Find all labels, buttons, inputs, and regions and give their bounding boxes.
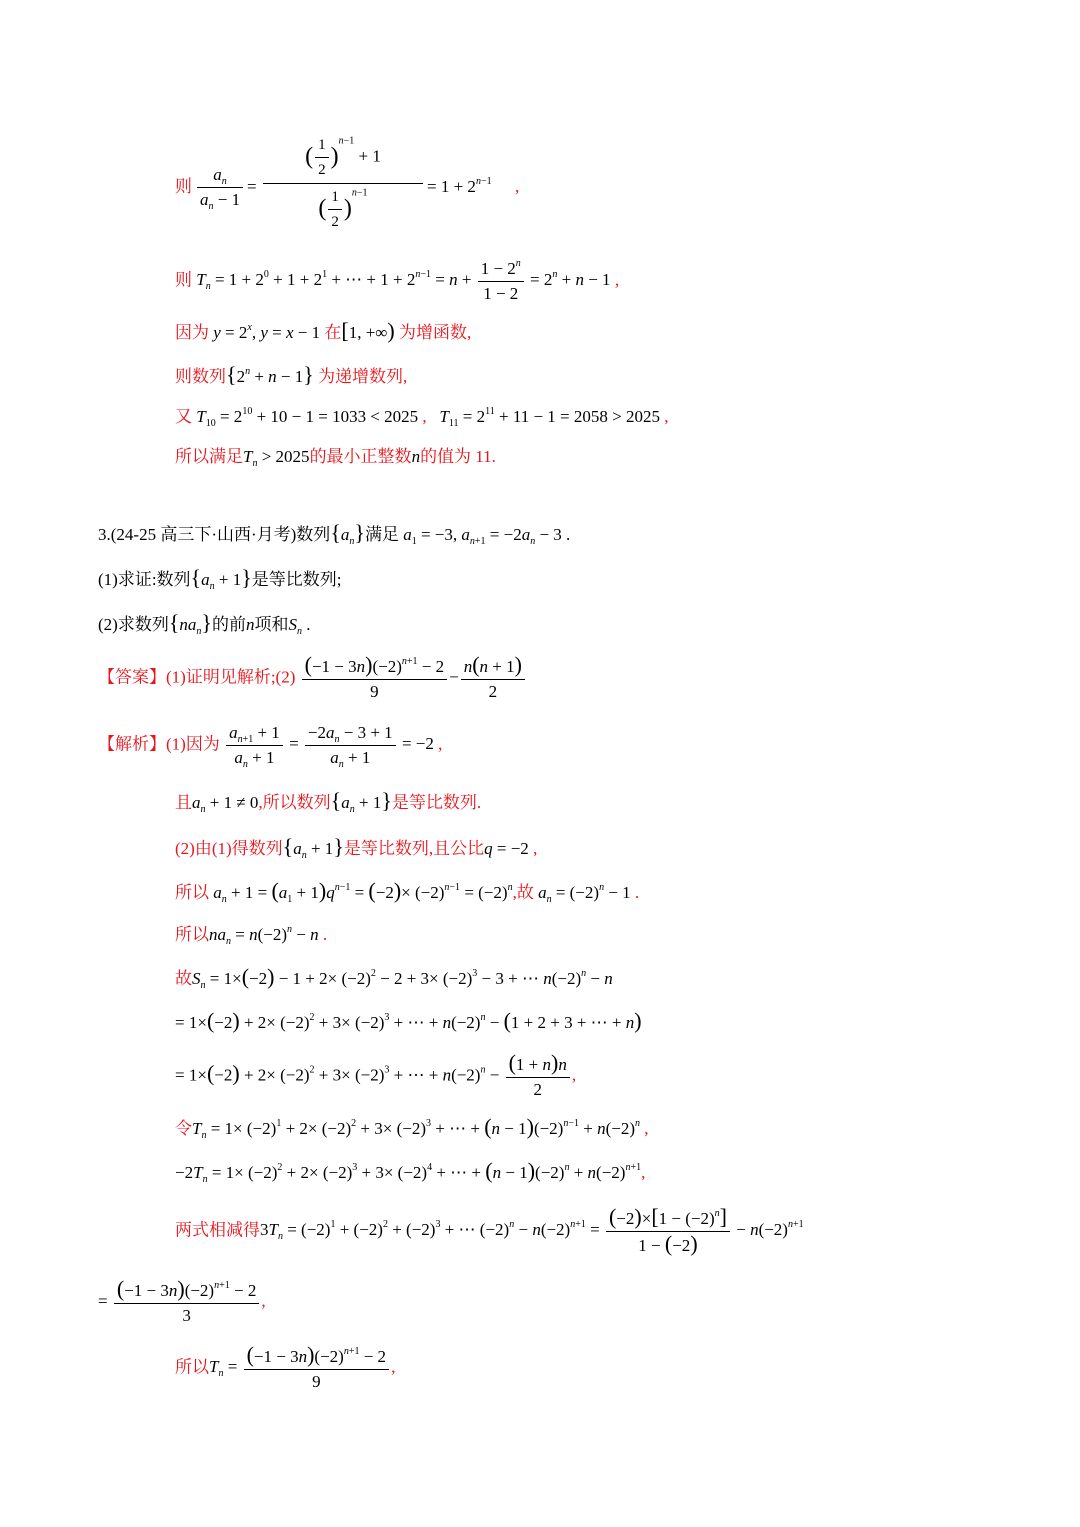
solution-line-9: 令$T_n = 1\times (-2)^1 + 2\times (-2)^2 + 3\times (-2)^3$ + ⋯ + $(n - 1)(-2)^{n-1} + n(-2)^n$ ,	[175, 1114, 649, 1141]
solution-line-3: (2)由(1)得数列$\{a_n + 1\}$是等比数列,且公比q = −2 ,	[175, 834, 538, 861]
solution-line-5: 所以$na_n = n(-2)^n - n$ .	[175, 924, 328, 947]
conclusion-line: 所以满足$T_n > 2025$的最小正整数n的值为 11.	[175, 447, 496, 469]
document-page: 则 $\frac{a_n}{a_n - 1}$ = ( $\frac{1}{2}$ )$^{n-1}$ + 1 ( $\frac{1}{2}$ )$^{n-1}$ = $1 + 2^{n-1}$ , 则 $T_n = 1 + 2^0 + 1 + 2^1$ + ⋯ + $1 + 2^{n-1} = n$ + $\frac{1 - 2^n}{1 - 2}$ = $2^n + n - 1$ , 因为 $y = 2^x$, y = x − 1 在[1, +∞) 为增函数, 则数列$\{2^n + n - 1\}$ 为递增数列, 又 $T_{10} = 2^{10} + 10 - 1 = 1033 < 2025$ , $T_{11} = 2^{11} + 11 - 1 = 2058 > 2025$ , 所以满足$T_n > 2025$的最小正整数n的值为 11. 3.(24-25 高三下·山西·月考)数列$\{a_n\}$满足 $a_1 = -3$, $a_{n+1} = -2a_n - 3$ . (1)求证:数列$\{a_n + 1\}$是等比数列; (2)求数列$\{na_n\}$的前n项和$S_n$ . 【答案】(1)证明见解析;(2) $\frac{(-1 - 3n)(-2)^{n+1} - 2}{9}$ − $\frac{n(n + 1)}{2}$ 【解析】(1)因为 $\frac{a_{n+1} + 1}{a_n + 1}$ = $\frac{-2a_n - 3 + 1}{a_n + 1}$ = −2 , 且$a_n + 1 \ne 0$,所以数列$\{a_n + 1\}$是等比数列. (2)由(1)得数列$\{a_n + 1\}$是等比数列,且公比q = −2 , 所以 $a_n + 1 = (a_1 + 1)q^{n-1} = (-2)\times (-2)^{n-1} = (-2)^n$,故 $a_n = (-2)^n - 1$ . 所以$na_n = n(-2)^n - n$ . 故$S_n = 1\times(-2) - 1 + 2\times (-2)^2 - 2 + 3\times (-2)^3 - 3$ + ⋯ $n(-2)^n - n$ = $1\times(-2) + 2\times (-2)^2 + 3\times (-2)^3$ + ⋯ + $n(-2)^n - (1 + 2 + 3$ + ⋯ + n) = $1\times(-2) + 2\times (-2)^2 + 3\times (-2)^3$ + ⋯ + $n(-2)^n$ − $\frac{(1 + n)n}{2}$ , 令$T_n = 1\times (-2)^1 + 2\times (-2)^2 + 3\times (-2)^3$ + ⋯ + $(n - 1)(-2)^{n-1} + n(-2)^n$ , $-2T_n = 1\times (-2)^2 + 2\times (-2)^3 + 3\times (-2)^4$ + ⋯ + $(n - 1)(-2)^n + n(-2)^{n+1}$, 两式相减得$3T_n = (-2)^1 + (-2)^2 + (-2)^3$ + ⋯ $(-2)^n - n(-2)^{n+1}$ = $\frac{(-2)\times[1 - (-2)^n]}{1 - (-2)}$ − $n(-2)^{n+1}$ = $\frac{(-1 - 3n)(-2)^{n+1} - 2}{3}$ , 所以$T_n$ = $\frac{(-1 - 3n)(-2)^{n+1} - 2}{9}$ ,	[98, 135, 804, 1391]
question-3-part-2: (2)求数列$\{na_n\}$的前n项和$S_n$ .	[98, 610, 311, 637]
t10-t11-line: 又 $T_{10} = 2^{10} + 10 - 1 = 1033 < 2025$ , $T_{11} = 2^{11} + 11 - 1 = 2058 > 2025$ ,	[175, 406, 669, 429]
solution-line-11: 两式相减得$3T_n = (-2)^1 + (-2)^2 + (-2)^3$ + ⋯ $(-2)^n - n(-2)^{n+1}$ = $\frac{(-2)\times[1 - (-2)^n]}{1 - (-2)}$ − $n(-2)^{n+1}$	[175, 1204, 804, 1256]
question-3-header: 3.(24-25 高三下·山西·月考)数列$\{a_n\}$满足 $a_1 = -3$, $a_{n+1} = -2a_n - 3$ .	[98, 520, 571, 547]
line-prefix: 则	[175, 177, 192, 196]
solution-line-7: = $1\times(-2) + 2\times (-2)^2 + 3\times (-2)^3$ + ⋯ + $n(-2)^n - (1 + 2 + 3$ + ⋯ + n)	[175, 1008, 642, 1033]
solution-line-1: 【解析】(1)因为 $\frac{a_{n+1} + 1}{a_n + 1}$ = $\frac{-2a_n - 3 + 1}{a_n + 1}$ = −2 ,	[98, 723, 443, 770]
increasing-sequence-line: 则数列$\{2^n + n - 1\}$ 为递增数列,	[175, 362, 408, 387]
solution-line-4: 所以 $a_n + 1 = (a_1 + 1)q^{n-1} = (-2)\times (-2)^{n-1} = (-2)^n$,故 $a_n = (-2)^n - 1$ .	[175, 878, 640, 905]
answer-line: 【答案】(1)证明见解析;(2) $\frac{(-1 - 3n)(-2)^{n+1} - 2}{9}$ − $\frac{n(n + 1)}{2}$	[98, 654, 527, 703]
formula-tn-line: 则 $T_n = 1 + 2^0 + 1 + 2^1$ + ⋯ + $1 + 2^{n-1} = n$ + $\frac{1 - 2^n}{1 - 2}$ = $2^n + n - 1$ ,	[175, 258, 620, 303]
solution-line-12: = $\frac{(-1 - 3n)(-2)^{n+1} - 2}{3}$ ,	[98, 1276, 266, 1325]
increasing-function-line: 因为 $y = 2^x$, y = x − 1 在[1, +∞) 为增函数,	[175, 318, 472, 343]
solution-line-2: 且$a_n + 1 \ne 0$,所以数列$\{a_n + 1\}$是等比数列.	[175, 788, 482, 815]
solution-line-8: = $1\times(-2) + 2\times (-2)^2 + 3\times (-2)^3$ + ⋯ + $n(-2)^n$ − $\frac{(1 + n)n}{2}$ ,	[175, 1050, 577, 1099]
solution-line-6: 故$S_n = 1\times(-2) - 1 + 2\times (-2)^2 - 2 + 3\times (-2)^3 - 3$ + ⋯ $n(-2)^n - n$	[175, 964, 613, 991]
question-3-part-1: (1)求证:数列$\{a_n + 1\}$是等比数列;	[98, 565, 342, 592]
solution-line-10: $-2T_n = 1\times (-2)^2 + 2\times (-2)^3 + 3\times (-2)^4$ + ⋯ + $(n - 1)(-2)^n + n(-2)^{n+1}$,	[175, 1158, 646, 1185]
solution-line-13: 所以$T_n$ = $\frac{(-1 - 3n)(-2)^{n+1} - 2}{9}$ ,	[175, 1342, 396, 1391]
